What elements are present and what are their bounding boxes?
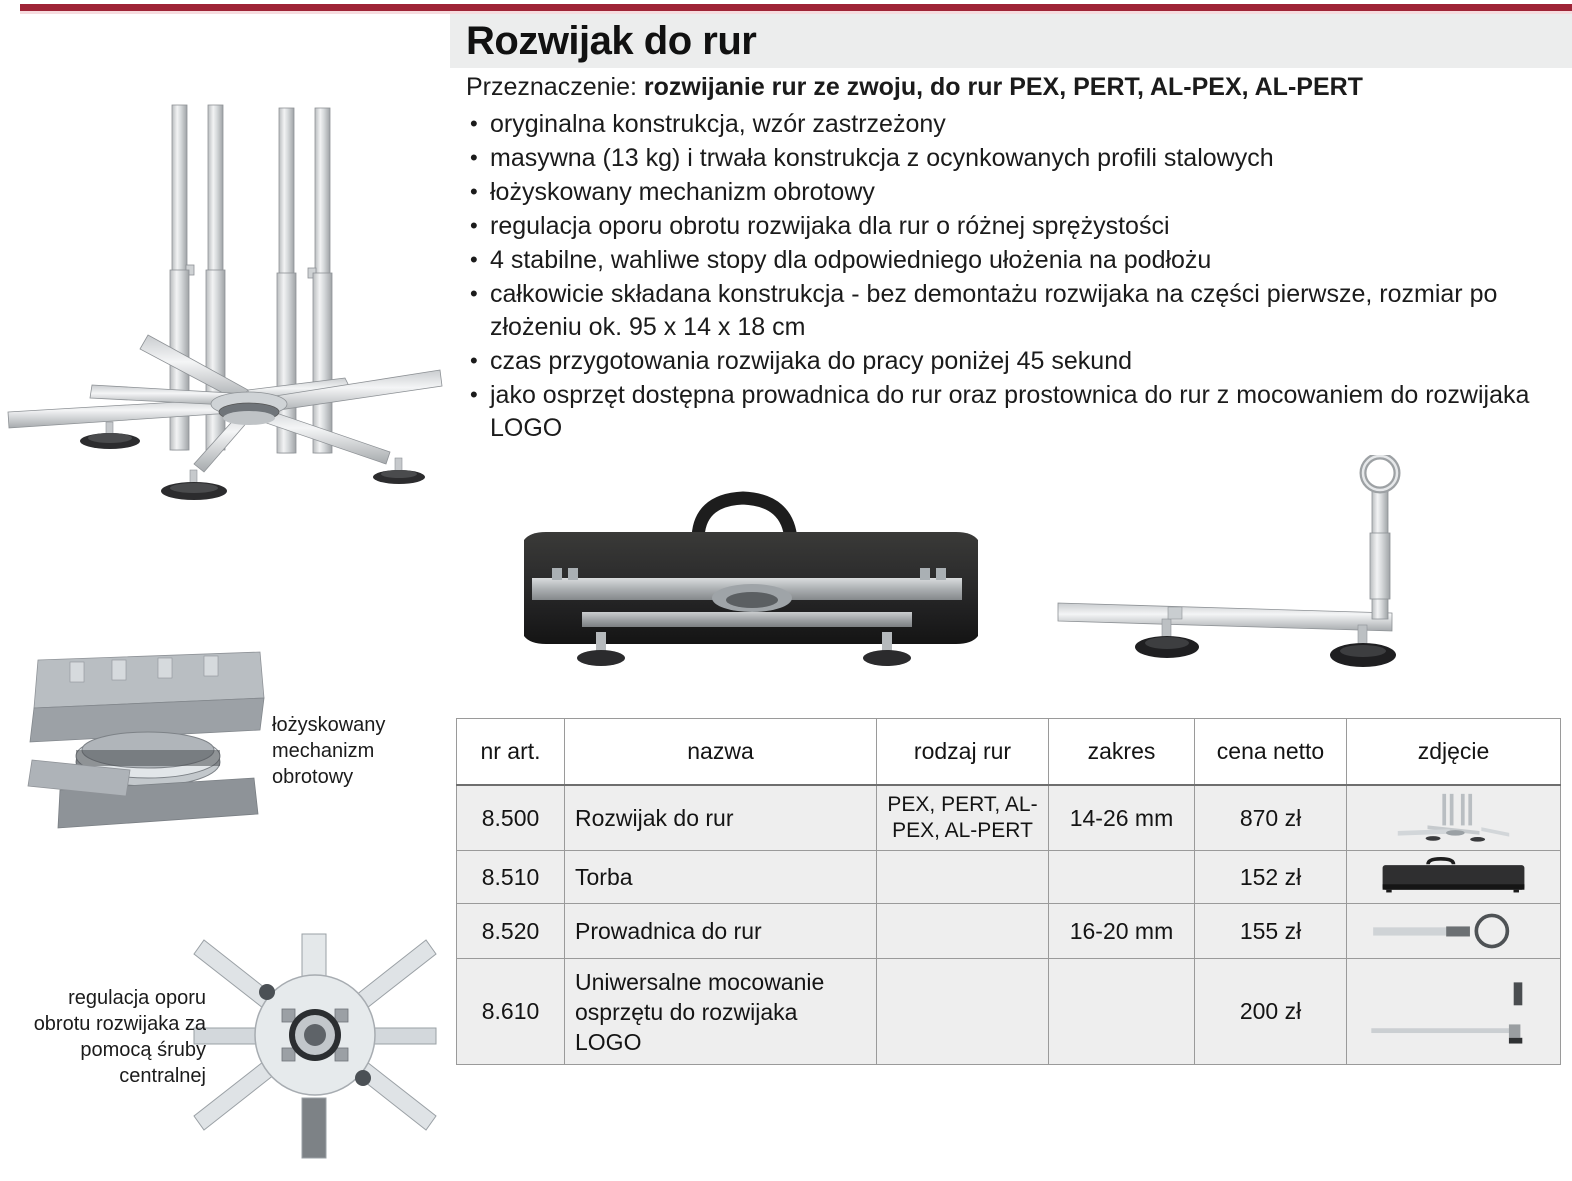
column-header-photo: zdjęcie [1347,719,1561,786]
cell-name: Torba [565,851,877,904]
cell-name: Rozwijak do rur [565,785,877,851]
guide-thumb-icon [1357,910,1550,952]
spec-table [456,718,1561,1065]
list-item: • 4 stabilne, wahliwe stopy dla odpowiedniego ułożenia na podłożu [468,244,1568,277]
cell-art: 8.500 [457,785,565,851]
cell-range: 14-26 mm [1049,785,1195,851]
spec-table-wrapper [456,718,1560,1065]
caption-bearing-mechanism: łożyskowany mechanizm obrotowy [272,714,386,788]
list-item: • całkowicie składana konstrukcja - bez demontażu rozwijaka na części pierwsze, rozmiar po złożeniu ok. 95 x 14 x 18 cm [468,278,1568,344]
cell-price: 870 zł [1195,785,1347,851]
cell-art: 8.510 [457,851,565,904]
cell-type [877,851,1049,904]
mount-thumb-icon [1357,965,1550,1058]
bearing-mechanism-photo [8,650,270,850]
pipe-uncoiler-photo [0,60,450,660]
purpose-value: rozwijanie rur ze zwoju, do rur PEX, PERT, AL-PEX, AL-PERT [643,73,1363,101]
table-row [457,785,1561,851]
column-header-price: cena netto [1195,719,1347,786]
feature-list [468,108,1568,446]
purpose-label: Przeznaczenie: [466,73,644,101]
cell-photo [1347,904,1561,959]
uncoiler-thumb-icon [1357,792,1550,844]
caption-central-screw: regulacja oporu obrotu rozwijaka za pomocą śruby centralnej [33,987,206,1087]
cell-range: 16-20 mm [1049,904,1195,959]
cell-photo [1347,851,1561,904]
list-item: • masywna (13 kg) i trwała konstrukcja z ocynkowanych profili stalowych [468,142,1568,175]
purpose-line [466,70,1556,104]
table-row [457,959,1561,1065]
cell-type [877,959,1049,1065]
list-item: • czas przygotowania rozwijaka do pracy poniżej 45 sekund [468,345,1568,378]
list-item: • łożyskowany mechanizm obrotowy [468,176,1568,209]
table-header-row [457,719,1561,786]
list-item: • oryginalna konstrukcja, wzór zastrzeżony [468,108,1568,141]
cell-price: 155 zł [1195,904,1347,959]
cell-type: PEX, PERT, AL-PEX, AL-PERT [877,785,1049,851]
cell-range [1049,851,1195,904]
cell-name: Uniwersalne mocowanie osprzętu do rozwijaka LOGO [565,959,877,1065]
cell-price: 152 zł [1195,851,1347,904]
cell-photo [1347,785,1561,851]
cell-name: Prowadnica do rur [565,904,877,959]
bag-thumb-icon [1357,857,1550,897]
central-hub-photo [190,910,440,1160]
cell-type [877,904,1049,959]
carry-bag-photo [490,460,1010,680]
cell-art: 8.520 [457,904,565,959]
cell-photo [1347,959,1561,1065]
list-item: • jako osprzęt dostępna prowadnica do rur oraz prostownica do rur z mocowaniem do rozwijaka LOGO [468,379,1568,445]
table-row [457,904,1561,959]
cell-range [1049,959,1195,1065]
column-header-range: zakres [1049,719,1195,786]
table-row [457,851,1561,904]
pipe-guide-photo [1040,455,1440,680]
cell-price: 200 zł [1195,959,1347,1065]
cell-art: 8.610 [457,959,565,1065]
page-title: Rozwijak do rur [466,19,757,63]
column-header-type: rodzaj rur [877,719,1049,786]
column-header-art: nr art. [457,719,565,786]
list-item: • regulacja oporu obrotu rozwijaka dla rur o różnej sprężystości [468,210,1568,243]
column-header-name: nazwa [565,719,877,786]
top-accent-rule [20,4,1572,11]
